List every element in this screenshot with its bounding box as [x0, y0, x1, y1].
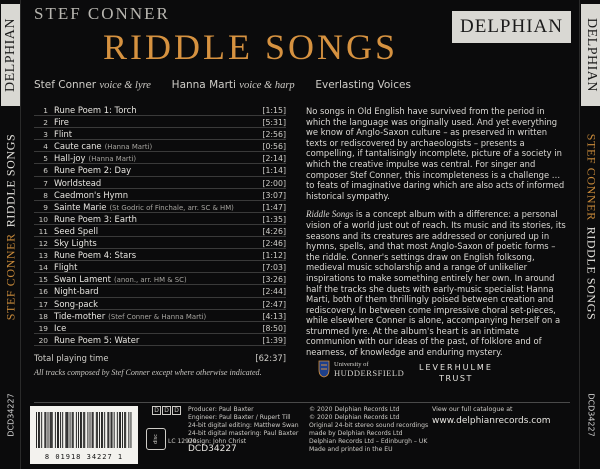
track-note: (Stef Conner & Hanna Marti): [108, 312, 207, 321]
leverhulme-text: LEVERHULME: [419, 363, 493, 372]
track-duration: [1:39]: [262, 335, 286, 345]
track-duration: [1:14]: [262, 166, 286, 176]
track-title: Flight: [54, 262, 78, 273]
huddersfield-logo: [318, 360, 404, 378]
liner-notes-paragraph-1: No songs in Old English have survived from the period in which the language was originally used. And yet everything we know of Anglo-Saxon culture – as preserved in written texts or rediscovered by archaeologists – presents a compelling, if tantalisingly incomplete, picture of a society in which the creative impulse was central. For singer and composer Stef Conner, this incompleteness is a challenge … to feats of imaginative daring which are also acts of informed historical sympathy.: [306, 106, 565, 201]
track-number: 13: [38, 251, 48, 261]
track-row: [34, 140, 286, 152]
spine-title-block: [0, 112, 21, 342]
track-number: 10: [38, 214, 48, 224]
track-title: Caedmon's Hymn: [54, 189, 129, 200]
track-title: Fire: [54, 117, 69, 128]
website-caption: View our full catalogue at: [432, 406, 513, 413]
track-duration: [3:26]: [262, 275, 286, 285]
credit-line: Engineer: Paul Baxter / Rupert Till: [188, 414, 291, 421]
liner-notes: [306, 106, 568, 366]
performer-name: Everlasting Voices: [315, 79, 411, 91]
track-number: 5: [43, 154, 48, 164]
track-list: [34, 104, 286, 346]
track-number: 3: [43, 130, 48, 140]
right-spine: [579, 0, 600, 469]
track-row: [34, 177, 286, 189]
credit-line: 24-bit digital mastering: Paul Baxter: [188, 430, 299, 437]
spine-title-block-right: [580, 112, 600, 342]
track-title: Flint: [54, 129, 73, 140]
artist-name: STEF CONNER: [34, 4, 170, 23]
spine-artist-right: STEF CONNER: [584, 133, 598, 221]
performer-role: voice & harp: [239, 80, 295, 91]
track-number: 14: [38, 263, 48, 273]
track-row: [34, 237, 286, 249]
track-title: Night-bard: [54, 286, 99, 297]
spine-label-text-right: DELPHIAN: [583, 18, 599, 92]
track-duration: [2:44]: [262, 287, 286, 297]
track-duration: [0:56]: [262, 142, 286, 152]
performer-name: Stef Conner: [34, 79, 97, 91]
ddd-letter: D: [162, 406, 171, 415]
track-row: [34, 152, 286, 164]
spine-title: RIDDLE SONGS: [3, 133, 17, 228]
track-number: 18: [38, 311, 48, 321]
back-cover: [22, 0, 578, 469]
track-duration: [1:35]: [262, 214, 286, 224]
track-duration: [1:47]: [262, 202, 286, 212]
track-duration: [1:15]: [262, 106, 286, 115]
track-note: (Hanna Marti): [88, 155, 137, 164]
track-row: [34, 334, 286, 346]
track-row: [34, 273, 286, 285]
track-title-cell: [48, 334, 252, 347]
copyright-line: Made and printed in the EU: [309, 446, 393, 453]
track-number: 20: [38, 335, 48, 345]
cd-logo-text: disc: [152, 434, 159, 444]
track-row: [34, 261, 286, 273]
track-number: 9: [43, 202, 48, 212]
track-number: 6: [43, 166, 48, 176]
track-number: 12: [38, 239, 48, 249]
track-row: [34, 285, 286, 297]
track-duration: [1:12]: [262, 251, 286, 261]
track-number: 19: [38, 323, 48, 333]
leverhulme-logo: [419, 362, 493, 384]
total-value: [62:37]: [255, 353, 286, 363]
label-code: LC 12979: [168, 438, 197, 445]
track-row: [34, 116, 286, 128]
track-duration: [2:47]: [262, 299, 286, 309]
track-number: 15: [38, 275, 48, 285]
track-title: Worldstead: [54, 177, 102, 188]
track-duration: [2:56]: [262, 130, 286, 140]
compact-disc-logo-icon: [146, 428, 166, 450]
track-title: Tide-mother: [54, 310, 106, 321]
credit-line: 24-bit digital editing: Matthew Swan: [188, 422, 299, 429]
track-title: Ice: [54, 322, 67, 333]
leverhulme-trust-text: TRUST: [439, 374, 473, 383]
track-duration: [5:31]: [262, 118, 286, 128]
huddersfield-big-text: HUDDERSFIELD: [334, 368, 405, 378]
copyright-line: © 2020 Delphian Records Ltd: [309, 414, 400, 421]
track-row: [34, 201, 286, 213]
huddersfield-small-text: University of: [334, 361, 369, 368]
track-title: Rune Poem 3: Earth: [54, 213, 137, 224]
ddd-letter: D: [172, 406, 181, 415]
track-note: (St Godric of Finchale, arr. SC & HM): [109, 203, 234, 212]
spine-label-text: DELPHIAN: [2, 18, 18, 92]
track-duration: [7:03]: [262, 263, 286, 273]
track-number: 17: [38, 299, 48, 309]
liner-notes-paragraph-2: [306, 209, 568, 357]
track-title: Caute cane: [54, 141, 102, 152]
track-row: [34, 249, 286, 261]
copyright-block: [309, 406, 428, 454]
album-title-italic: Riddle Songs: [306, 209, 354, 220]
production-credits: [188, 406, 299, 446]
track-duration: [4:26]: [262, 226, 286, 236]
university-crest-icon: [318, 360, 330, 378]
total-label: Total playing time: [34, 353, 109, 363]
total-playing-time: [34, 353, 286, 363]
barcode-digits: 8 01918 34227 1: [44, 453, 124, 461]
copyright-line: Original 24-bit stereo sound recordings: [309, 422, 429, 429]
track-duration: [2:46]: [262, 239, 286, 249]
barcode-bars: [36, 412, 132, 448]
label-logo-text: DELPHIAN: [460, 16, 563, 37]
credit-line: Producer: Paul Baxter: [188, 406, 254, 413]
copyright-line: made by Delphian Records Ltd: [309, 430, 403, 437]
spine-label-logo-right: [581, 4, 600, 106]
performer-name: Hanna Marti: [171, 79, 236, 91]
track-title: Sky Lights: [54, 238, 97, 249]
track-note: (anon., arr. HM & SC): [113, 276, 187, 285]
credit-line: Design: John Christ: [188, 438, 247, 445]
track-title: Rune Poem 5: Water: [54, 334, 140, 345]
track-row: [34, 322, 286, 334]
website-block: [432, 406, 551, 426]
catalogue-number: DCD34227: [188, 444, 237, 454]
track-number: 16: [38, 287, 48, 297]
track-row: [34, 310, 286, 322]
performers-line: [34, 79, 411, 91]
track-duration: [4:13]: [262, 311, 286, 321]
track-title: Song-pack: [54, 298, 98, 309]
track-number: 7: [43, 178, 48, 188]
track-row: [34, 164, 286, 176]
track-number: 2: [43, 118, 48, 128]
track-duration: [8:50]: [262, 323, 286, 333]
album-title: RIDDLE SONGS: [103, 27, 399, 67]
track-number: 1: [43, 106, 48, 115]
track-title: Rune Poem 4: Stars: [54, 250, 137, 261]
track-title: Rune Poem 2: Day: [54, 165, 132, 176]
spine-catalogue-right: [580, 375, 600, 455]
track-row: [34, 298, 286, 310]
track-row: [34, 225, 286, 237]
website-url[interactable]: www.delphianrecords.com: [432, 416, 551, 426]
track-row: [34, 128, 286, 140]
ddd-code: [152, 406, 182, 415]
barcode: [30, 406, 138, 464]
track-title: Sainte Marie: [54, 201, 107, 212]
copyright-line: Delphian Records Ltd – Edinburgh – UK: [309, 438, 428, 445]
track-note: (Hanna Marti): [104, 143, 153, 152]
track-duration: [2:00]: [262, 178, 286, 188]
track-number: 11: [38, 226, 48, 236]
spine-artist: STEF CONNER: [3, 233, 17, 321]
track-number: 8: [43, 190, 48, 200]
spine-title-right: RIDDLE SONGS: [584, 226, 598, 321]
spine-label-logo: [1, 4, 20, 106]
spine-catalogue: [0, 375, 21, 455]
copyright-line: © 2020 Delphian Records Ltd: [309, 406, 400, 413]
bottom-divider: [34, 402, 570, 403]
track-duration: [2:14]: [262, 154, 286, 164]
label-logo: [452, 11, 571, 43]
track-title: Hall-joy: [54, 153, 86, 164]
spine-catalogue-text-right: DCD34227: [586, 393, 595, 437]
liner-notes-paragraph-2-text: is a concept album with a difference: a personal vision of a world just out of reach. Its music and its stories, its seasons and its creatures are addressed or conjured up in hymns, spells, and that most Anglo-Saxon of poetic forms – the riddle. Conner's settings draw on English folksong, medieval music scholarship and a range of unlikelier inspirations to make something entirely her own. In around half the tracks she duets with early-music specialist Hanna Marti, both of them thrillingly poised between creation and rediscovery. In between come impressive choral set-pieces, while elsewhere Conner is alone, accompanying herself on a strummed lyre. At the album's heart is an intimate communion with our ideas of the past, of folklore and of nearness, of knowledge and enduring mystery.: [306, 209, 566, 358]
track-row: [34, 104, 286, 116]
track-title: Swan Lament: [54, 274, 111, 285]
performer-role: voice & lyre: [99, 80, 151, 91]
track-row: [34, 189, 286, 201]
track-title: Rune Poem 1: Torch: [54, 105, 137, 115]
track-row: [34, 213, 286, 225]
spine-catalogue-text: DCD34227: [6, 393, 15, 437]
composer-footnote: All tracks composed by Stef Conner except where otherwise indicated.: [34, 368, 262, 377]
track-number: 4: [43, 142, 48, 152]
track-duration: [3:07]: [262, 190, 286, 200]
track-title: Seed Spell: [54, 225, 99, 236]
ddd-letter: D: [152, 406, 161, 415]
left-spine: [0, 0, 21, 469]
